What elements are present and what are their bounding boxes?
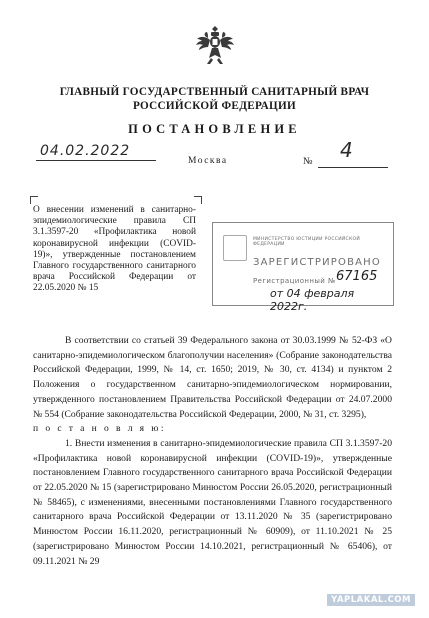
site-watermark: YAPLAKAL.COM: [327, 594, 415, 606]
stamp-reg-number: 67165: [336, 269, 378, 284]
body-paragraph-2: 1. Внести изменения в санитарно-эпидемиологические правила СП 3.1.3597-20 «Профилактика новой коронавирусной инфекции (COVID-19)», утвержденные постановлением Главного государственного санитарного врача Российской Федерации от 22.05.2020 № 15 (зарегистрировано Минюстом России 26.05.2020, регистрационный № 58465), с изменениями, внесенными постановлениями Главного государственного санитарного врача Российской Федерации от 13.11.2020 № 35 (зарегистрировано Минюстом России 16.11.2020, регистрационный № 60909), от 11.10.2021 № 25 (зарегистрировано Минюстом России 14.10.2021, регистрационный № 65406), от 09.11.2021 № 29: [33, 437, 392, 567]
stamp-reg-number-label: Регистрационный №: [253, 277, 336, 285]
city-label: Москва: [188, 156, 228, 166]
number-underline: [318, 167, 388, 168]
number-label: №: [303, 156, 313, 167]
stamp-registered-label: ЗАРЕГИСТРИРОВАНО: [253, 257, 381, 268]
document-body: [33, 334, 392, 569]
handwritten-number: 4: [340, 138, 353, 162]
russian-double-headed-eagle-icon: [196, 26, 234, 68]
registration-stamp: [212, 222, 394, 313]
decree-word: п о с т а н о в л я ю:: [33, 423, 166, 435]
document-type-title: ПОСТАНОВЛЕНИЕ: [128, 122, 301, 136]
subject-bracket-left: [30, 196, 38, 204]
stamp-reg-date: от 04 февраля 2022г.: [270, 287, 355, 313]
date-underline: [36, 160, 156, 161]
stamp-emblem-icon: [223, 235, 247, 261]
stamp-header: МИНИСТЕРСТВО ЮСТИЦИИ РОССИЙСКОЙ ФЕДЕРАЦИИ: [253, 237, 360, 247]
body-paragraph-1: В соответствии со статьей 39 Федерального закона от 30.03.1999 № 52-ФЗ «О санитарно-эпидемиологическом благополучии населения» (Собрание законодательства Российской Федерации, 1999, № 14, ст. 1650; 2019, № 30, ст. 4134) и пунктом 2 Положения о государственном санитарно-эпидемиологическом нормировании, утвержденного постановлением Правительства Российской Федерации от 24.07.2000 № 554 (Собрание законодательства Российской Федерации, 2000, № 31, ст. 3295),: [33, 335, 392, 420]
issuing-authority-line2: РОССИЙСКОЙ ФЕДЕРАЦИИ: [132, 100, 297, 112]
document-subject: О внесении изменений в санитарно-эпидемиологические правила СП 3.1.3597-20 «Профилактика новой коронавирусной инфекции (COVID-19)», утвержденные постановлением Главного государственного санитарного врача Российской Федерации от 22.05.2020 № 15: [33, 205, 196, 294]
subject-bracket-right: [194, 196, 202, 204]
issuing-authority-line1: ГЛАВНЫЙ ГОСУДАРСТВЕННЫЙ САНИТАРНЫЙ ВРАЧ: [59, 86, 370, 98]
handwritten-date: 04.02.2022: [40, 143, 131, 159]
